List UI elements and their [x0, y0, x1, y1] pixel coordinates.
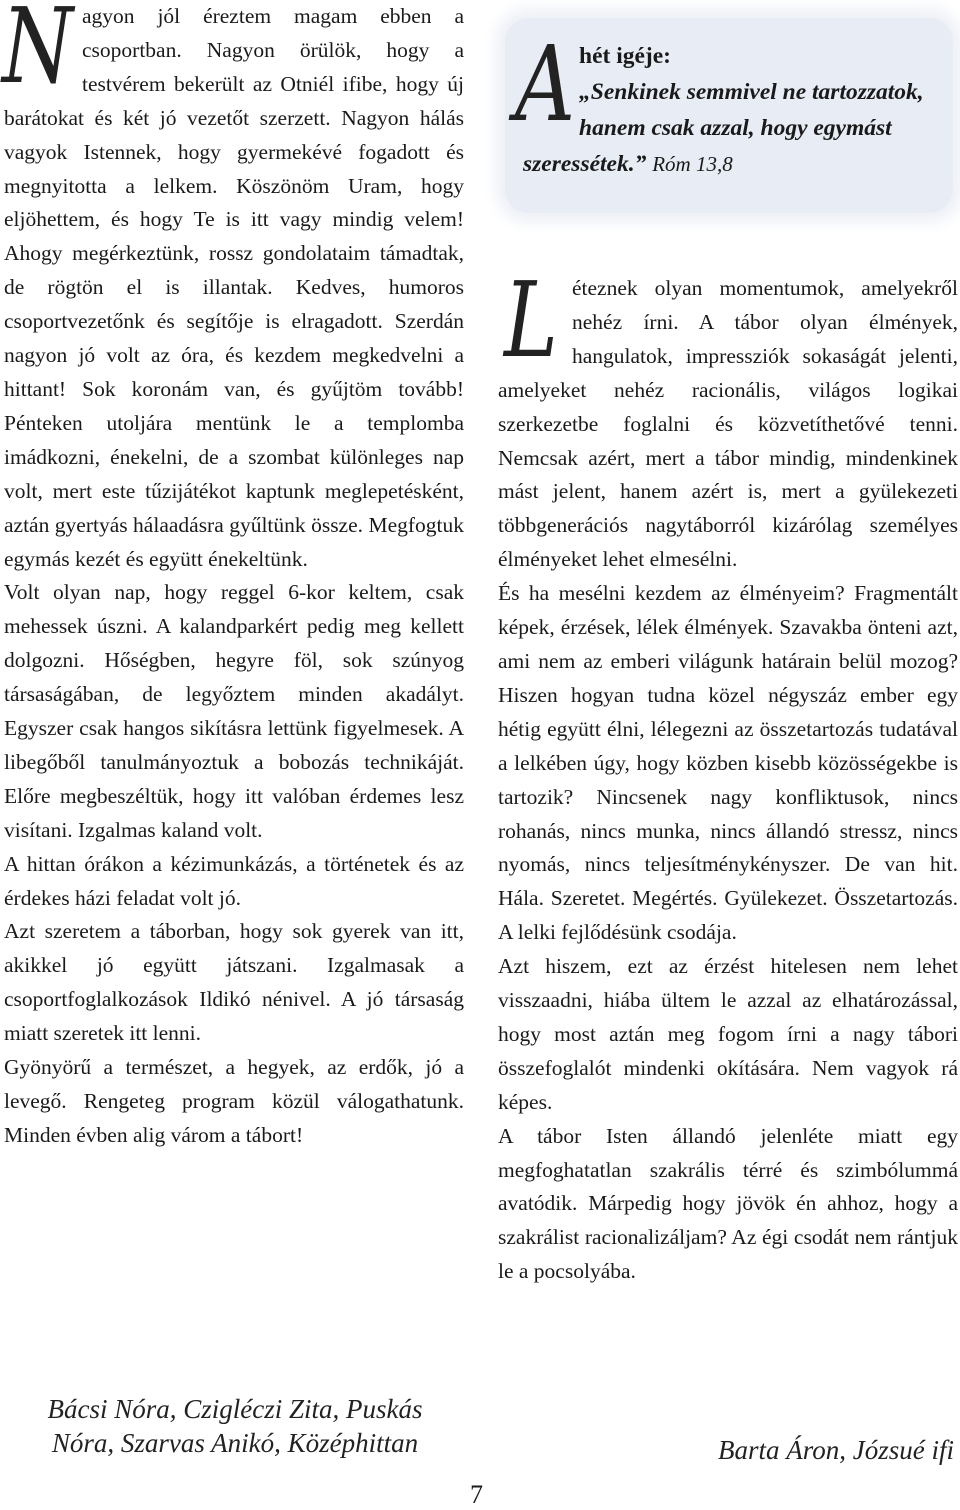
left-article-dropcap: N — [2, 0, 73, 107]
left-article-signature: Bácsi Nóra, Czigléczi Zita, Puskás Nóra, Szarvas Anikó, Középhittan — [47, 1394, 423, 1458]
right-article-paragraph-2: És ha mesélni kezdem az élményeim? Fragmentált képek, érzések, lélek élmények. Szavakba önteni azt, ami nem az emberi világunk határain belül mozog? Hiszen hogyan tudna közel négyszáz ember egy hétig együtt élni, lélegezni az összetartozás tudatával a lelkében úgy, hogy közben kisebb közösségekbe is tartozik? Nincsenek nagy konfliktusok, nincs rohanás, nincs munka, nincs állandó stressz, nincs nyomás, nincs teljesítménykényszer. De van hit. Hála. Szeretet. Megértés. Gyülekezet. Összetartozás. A lelki fejlődésünk csodája. — [498, 581, 958, 945]
left-article-paragraph-4: Azt szeretem a táborban, hogy sok gyerek van itt, akikkel jó együtt játszani. Izgalmasak a csoportfoglalkozások Ildikó nénivel. A jó társaság miatt szeretek itt lenni. — [4, 919, 464, 1046]
left-article-text-1: agyon jól éreztem magam ebben a csoportban. Nagyon örülök, hogy a testvérem bekerült az Otniél ifibe, hogy új barátokat és két jó vezetőt szerzett. Nagyon hálás vagyok Istennek, hogy gyermekévé fogadott és megnyitotta a lelkem. Köszönöm Uram, hogy eljöhettem, és hogy Te is itt vagy mindig velem! Ahogy megérkeztünk, rossz gondolataim támadtak, de rögtön el is illantak. Kedves, humoros csoportvezetőnk és segítője is elragadott. Szerdán nagyon jó volt az óra, és kezdem megkedvelni a hittant! Sok koronám van, és gyűjtöm tovább! Pénteken utoljára mentünk le a templomba imádkozni, énekelni, de a szombat különleges nap volt, mert este tűzijátékot kaptunk meglepetésként, aztán gyertyás hálaadásra gyűltünk össze. Megfogtuk egymás kezét és együtt énekeltünk. — [4, 4, 464, 571]
left-article-paragraph-1 — [4, 0, 464, 576]
verse-heading: hét igéje: — [579, 43, 671, 69]
right-article-paragraph-1 — [498, 259, 958, 577]
verse-content — [515, 23, 941, 182]
right-article-signature: Barta Áron, Józsué ifi — [718, 1435, 954, 1465]
right-article-paragraph-4: A tábor Isten állandó jelenléte miatt egy megfoghatatlan szakrális térré és szimbólummá avatódik. Márpedig hogy jövök én ahhoz, hogy a szakrálist racionalizáljam? Az égi csodát nem rántjuk le a pocsolyába. — [498, 1123, 958, 1284]
right-article-paragraph-3: Azt hiszem, ezt az érzést hitelesen nem lehet visszaadni, hiába ültem le azzal az elhatározással, hogy most aztán meg fogom írni a nagy tábori összefoglalót mindenki okítására. Nem vagyok rá képes. — [498, 954, 958, 1114]
verse-of-the-week-box — [505, 18, 953, 213]
right-article-text-1: éteznek olyan momentumok, amelyekről nehéz írni. A tábor olyan élmények, hangulatok, impressziók sokaságát jelenti, amelyeket nehéz racionális, világos logikai szerkezetbe foglalni és közvetíthetővé tenni. Nemcsak azért, mert a tábor mindig, mindenkinek mást jelent, hanem azért is, mert a gyülekezeti többgenerációs nagytáborról kizárólag személyes élményeket lehet elmesélni. — [498, 276, 958, 572]
left-article-paragraph-2: Volt olyan nap, hogy reggel 6-kor keltem, csak mehessek úszni. A kalandparkért pedig meg kellett dolgozni. Hőségben, hegyre föl, sok szúnyog társaságában, de legyőztem minden akadályt. Egyszer csak hangos sikításra lettünk figyelmesek. A libegőből tanulmányoztuk a bobozás technikáját. Előre megbeszéltük, hogy itt valóban érdemes lesz visítani. Izgalmas kaland volt. — [4, 580, 464, 842]
verse-dropcap: A — [515, 23, 576, 145]
verse-quote: „Senkinek semmivel ne tartozzatok, hanem csak azzal, hogy egymást szeressétek.” — [523, 79, 924, 177]
left-article-paragraph-3: A hittan órákon a kézimunkázás, a történetek és az érdekes házi feladat volt jó. — [4, 851, 464, 910]
left-article — [4, 0, 464, 1153]
verse-reference: Róm 13,8 — [652, 152, 733, 176]
right-article-dropcap: L — [504, 259, 558, 381]
left-article-paragraph-5: Gyönyörű a természet, a hegyek, az erdők, jó a levegő. Rengeteg program közül válogathatunk. Minden évben alig várom a tábort! — [4, 1055, 464, 1147]
right-article — [498, 259, 958, 1289]
page-number: 7 — [470, 1480, 483, 1509]
